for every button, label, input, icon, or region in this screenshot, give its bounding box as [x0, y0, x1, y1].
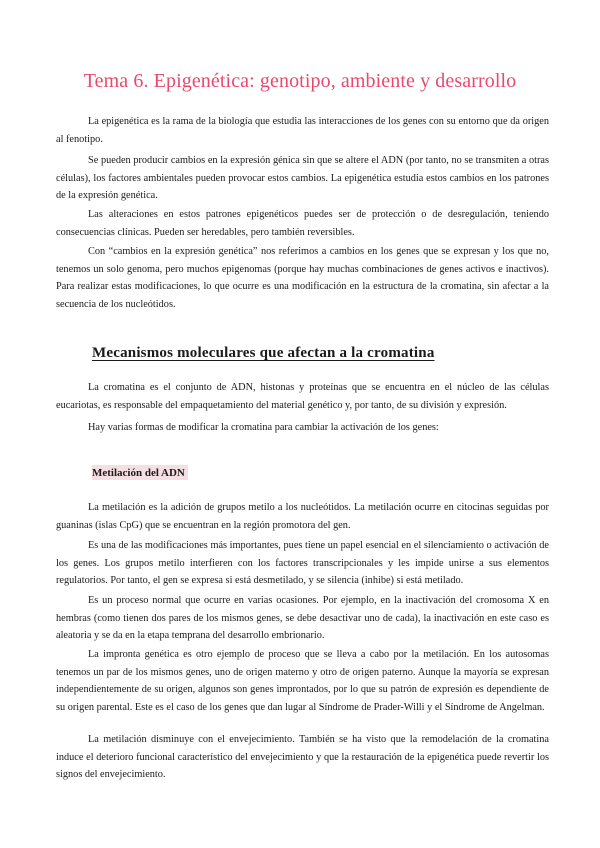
section-paragraph-1: La cromatina es el conjunto de ADN, histonas y proteínas que se encuentra en el núcleo de las células eucariotas, es responsable del empaquetamiento del material genético y, por tanto, de su división y expresión.: [56, 382, 549, 411]
subsection-paragraph-1: La metilación es la adición de grupos metilo a los nucleótidos. La metilación ocurre en citocinas seguidas por guaninas (islas CpG) que se encuentran en la región promotora del gen.: [56, 502, 549, 531]
page-title: Tema 6. Epigenética: genotipo, ambiente y desarrollo: [83, 70, 517, 92]
intro-paragraph-4: Con “cambios en la expresión genética” nos referimos a cambios en los genes que se expresan y los que no, tenemos un solo genoma, pero muchos epigenomas (porque hay muchas combinaciones de genes activos e inactivos). Para realizar estas modificaciones, lo que ocurre es una modificación en la estructura de la cromatina, sin afectar a la secuencia de los nucleótidos.: [56, 246, 549, 310]
intro-paragraph-1: La epigenética es la rama de la biología que estudia las interacciones de los genes con su entorno que da origen al fenotipo.: [56, 116, 549, 145]
subsection-paragraph-5: La metilación disminuye con el envejecimiento. También se ha visto que la remodelación de la cromatina induce el deterioro funcional característico del envejecimiento y que la restauración de la epigenética puede revertir los signos del envejecimiento.: [56, 734, 549, 780]
subsection-paragraph-2: Es una de las modificaciones más importantes, pues tiene un papel esencial en el silenciamiento o activación de los genes. Los grupos metilo interfieren con los factores transcripcionales y les impide unirse a sus elementos regulatorios. Por tanto, el gen se expresa si está desmetilado, y se silencia (inhibe) si está metilado.: [56, 540, 549, 586]
intro-paragraph-2: Se pueden producir cambios en la expresión génica sin que se altere el ADN (por tanto, no se transmiten a otras células), los factores ambientales pueden provocar estos cambios. La epigenética estudia estos cambios en los patrones de la expresión genética.: [56, 155, 549, 201]
subsection-paragraph-4: La impronta genética es otro ejemplo de proceso que se lleva a cabo por la metilación. En los autosomas tenemos un par de los mismos genes, uno de origen materno y otro de origen paterno. Aunque la mayoría se expresan independientemente de su origen, algunos son genes improntados, por lo que su patrón de expresión es dependiente de su origen parental. Este es el caso de los genes que dan lugar al Síndrome de Prader-Willi y el Síndrome de Angelman.: [56, 649, 549, 713]
subsection-paragraph-3: Es un proceso normal que ocurre en varias ocasiones. Por ejemplo, en la inactivación del cromosoma X en hembras (como tienen dos pares de los mismos genes, se debe desactivar uno de cada), la inactivación en este caso es aleatoria y se da en la etapa temprana del desarrollo embrionario.: [56, 595, 549, 641]
intro-paragraph-3: Las alteraciones en estos patrones epigenéticos puedes ser de protección o de desregulación, teniendo consecuencias clínicas. Pueden ser heredables, pero también reversibles.: [56, 209, 549, 238]
section-paragraph-2: Hay varias formas de modificar la cromatina para cambiar la activación de los genes:: [88, 422, 439, 433]
subsection-heading: Metilación del ADN: [92, 465, 188, 480]
section-heading: Mecanismos moleculares que afectan a la cromatina: [92, 345, 435, 361]
